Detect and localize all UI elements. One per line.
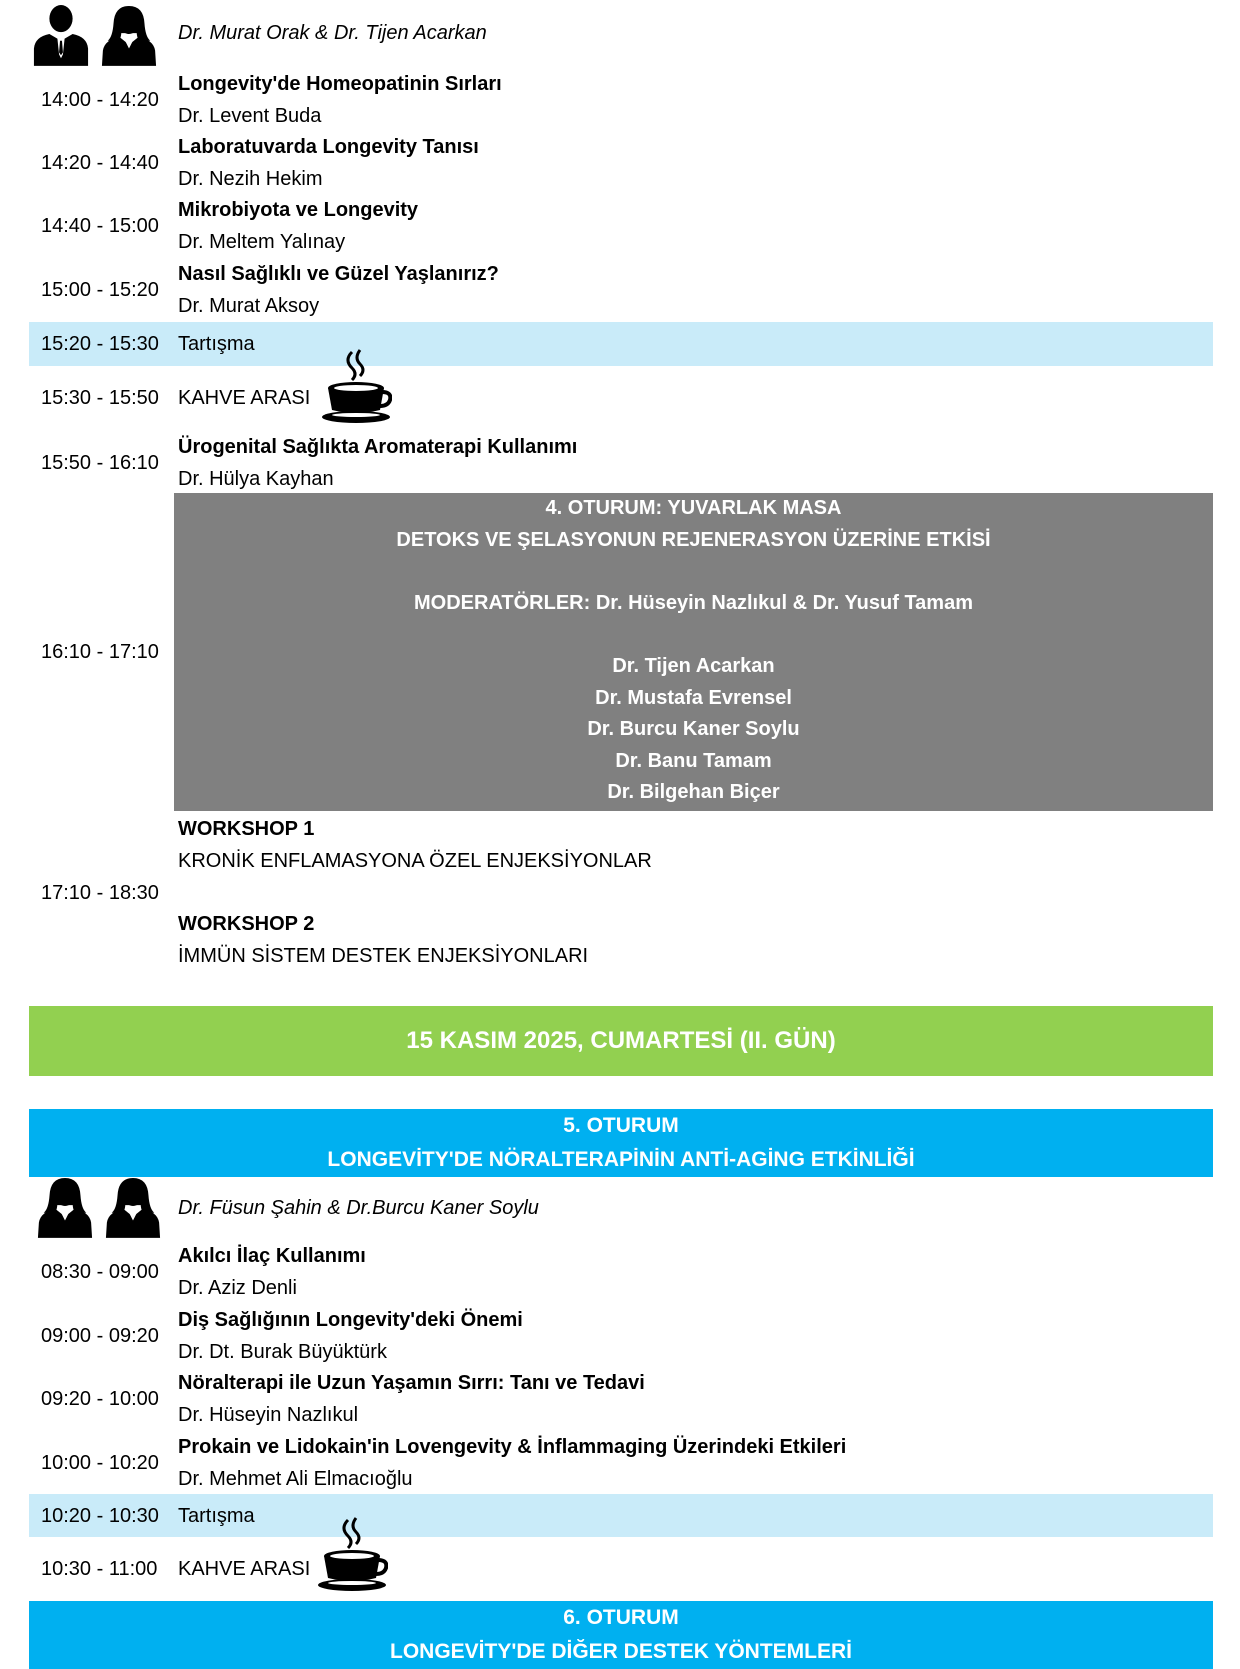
- talk-title: Diş Sağlığının Longevity'deki Önemi: [178, 1309, 523, 1331]
- talk-speaker: Dr. Mehmet Ali Elmacıoğlu: [178, 1468, 413, 1490]
- discussion-label: Tartışma: [178, 333, 255, 355]
- session6-heading: 6. OTURUM: [563, 1606, 679, 1629]
- coffee-break-label: KAHVE ARASI: [178, 1558, 311, 1580]
- roundtable-subheading: DETOKS VE ŞELASYONUN REJENERASYON ÜZERİNE ETKİSİ: [396, 528, 991, 551]
- talk-speaker: Dr. Hülya Kayhan: [178, 468, 334, 490]
- panelist: Dr. Mustafa Evrensel: [595, 686, 792, 709]
- talk-speaker: Dr. Hüseyin Nazlıkul: [178, 1404, 359, 1426]
- discussion-label: Tartışma: [178, 1505, 255, 1527]
- talk-title: Nöralterapi ile Uzun Yaşamın Sırrı: Tanı ve Tedavi: [178, 1372, 645, 1394]
- talk-title: Mikrobiyota ve Longevity: [178, 199, 419, 221]
- talk-time: 15:50 - 16:10: [41, 452, 159, 474]
- talk-time: 08:30 - 09:00: [41, 1261, 159, 1283]
- talk-time: 15:00 - 15:20: [41, 279, 159, 301]
- talk-speaker: Dr. Murat Aksoy: [178, 295, 320, 317]
- workshop-2-title: WORKSHOP 2: [178, 913, 315, 935]
- discussion-time: 10:20 - 10:30: [41, 1505, 159, 1527]
- talk-title: Laboratuvarda Longevity Tanısı: [178, 136, 479, 158]
- panelist: Dr. Tijen Acarkan: [612, 654, 775, 677]
- talk-speaker: Dr. Aziz Denli: [178, 1277, 297, 1299]
- roundtable-heading: 4. OTURUM: YUVARLAK MASA: [545, 497, 842, 519]
- panelist: Dr. Banu Tamam: [615, 749, 772, 772]
- session3-moderators: Dr. Murat Orak & Dr. Tijen Acarkan: [178, 22, 487, 44]
- spacer: [174, 556, 1213, 588]
- workshop-1-text: KRONİK ENFLAMASYONA ÖZEL ENJEKSİYONLAR: [178, 850, 652, 872]
- talk-time: 14:20 - 14:40: [41, 152, 159, 174]
- discussion-time: 15:20 - 15:30: [41, 333, 159, 355]
- coffee-break-time: 15:30 - 15:50: [41, 387, 159, 409]
- talk-title: Prokain ve Lidokain'in Lovengevity & İnflammaging Üzerindeki Etkileri: [178, 1436, 847, 1458]
- talk-speaker: Dr. Levent Buda: [178, 105, 322, 127]
- talk-title: Ürogenital Sağlıkta Aromaterapi Kullanımı: [178, 436, 578, 458]
- talk-title: Longevity'de Homeopatinin Sırları: [178, 73, 502, 95]
- session6-header: [29, 1601, 1213, 1669]
- woman-silhouette-icon: [36, 1176, 94, 1238]
- coffee-break-time: 10:30 - 11:00: [41, 1558, 158, 1580]
- talk-time: 10:00 - 10:20: [41, 1452, 159, 1474]
- session6-subheading: LONGEVİTY'DE DİĞER DESTEK YÖNTEMLERİ: [390, 1640, 852, 1663]
- talk-title: Akılcı İlaç Kullanımı: [178, 1245, 366, 1267]
- workshop-1-title: WORKSHOP 1: [178, 818, 315, 840]
- day-banner: 15 KASIM 2025, CUMARTESİ (II. GÜN): [29, 1006, 1213, 1076]
- roundtable-moderators: MODERATÖRLER: Dr. Hüseyin Nazlıkul & Dr. Yusuf Tamam: [414, 591, 973, 614]
- talk-title: Nasıl Sağlıklı ve Güzel Yaşlanırız?: [178, 263, 499, 285]
- workshop-time: 17:10 - 18:30: [41, 882, 159, 904]
- roundtable-time: 16:10 - 17:10: [41, 641, 159, 663]
- talk-time: 14:40 - 15:00: [41, 215, 159, 237]
- coffee-cup-icon: [322, 348, 392, 424]
- talk-time: 14:00 - 14:20: [41, 89, 159, 111]
- coffee-cup-icon: [318, 1516, 388, 1592]
- woman-silhouette-icon: [100, 4, 158, 66]
- woman-silhouette-icon: [104, 1176, 162, 1238]
- panelist: Dr. Burcu Kaner Soylu: [587, 718, 800, 741]
- talk-speaker: Dr. Dt. Burak Büyüktürk: [178, 1341, 387, 1363]
- talk-speaker: Dr. Nezih Hekim: [178, 168, 323, 190]
- spacer: [174, 619, 1213, 651]
- session5-header: [29, 1109, 1213, 1177]
- talk-speaker: Dr. Meltem Yalınay: [178, 231, 346, 253]
- session5-moderators: Dr. Füsun Şahin & Dr.Burcu Kaner Soylu: [178, 1197, 539, 1219]
- session5-heading: 5. OTURUM: [563, 1114, 679, 1137]
- coffee-break-label: KAHVE ARASI: [178, 387, 311, 409]
- talk-time: 09:00 - 09:20: [41, 1325, 159, 1347]
- session5-subheading: LONGEVİTY'DE NÖRALTERAPİNİN ANTİ-AGİNG ETKİNLİĞİ: [327, 1148, 915, 1171]
- panelist: Dr. Bilgehan Biçer: [607, 781, 780, 804]
- workshop-2-text: İMMÜN SİSTEM DESTEK ENJEKSİYONLARI: [178, 945, 589, 967]
- talk-time: 09:20 - 10:00: [41, 1388, 159, 1410]
- man-silhouette-icon: [32, 4, 90, 66]
- roundtable-box: [174, 493, 1213, 811]
